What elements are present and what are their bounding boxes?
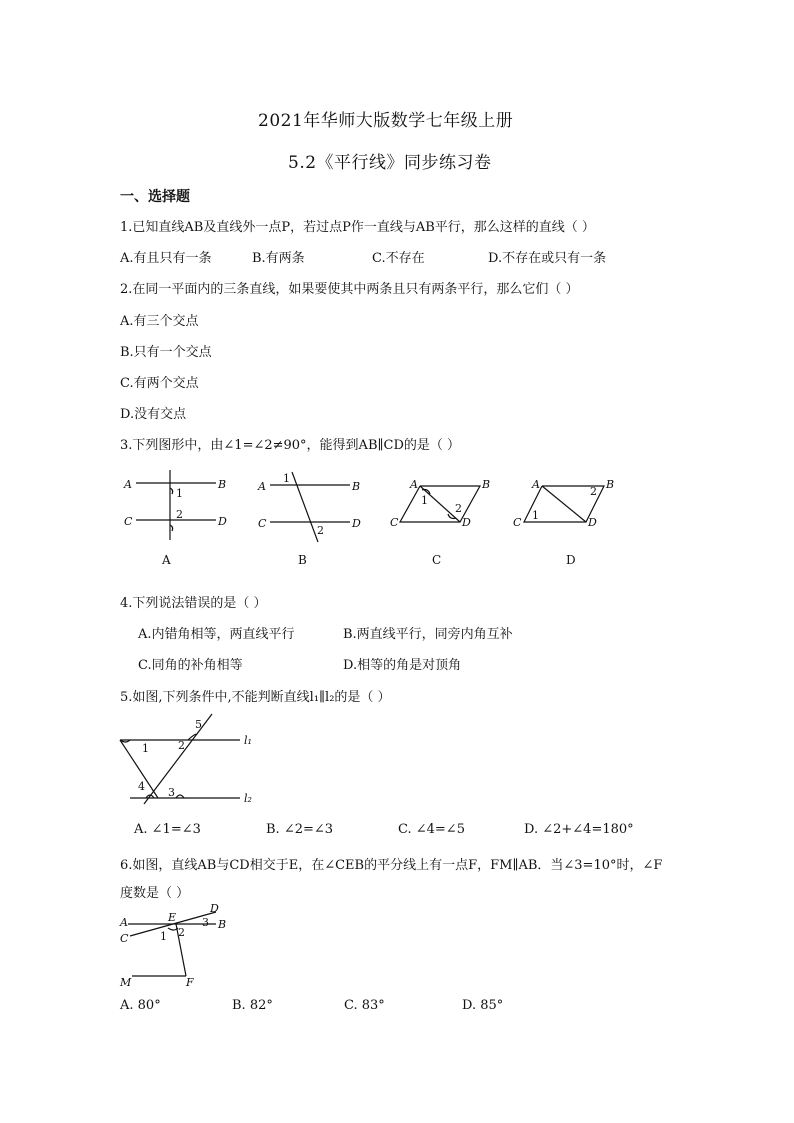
q1-option-b[interactable]: B.有两条 <box>252 251 305 266</box>
q6-angle-3: 3 <box>202 916 209 929</box>
q6-label-b: B <box>218 918 227 931</box>
q3b-label-c: C <box>258 517 267 530</box>
page-title: 2021年华师大版数学七年级上册 <box>258 111 514 131</box>
q3d-label-a: A <box>532 478 540 491</box>
page-subtitle: 5.2《平行线》同步练习卷 <box>288 153 492 173</box>
q6-figure <box>118 904 238 988</box>
q6-label-c: C <box>120 932 129 945</box>
q3c-angle-1: 1 <box>421 494 428 507</box>
q3b-angle-2: 2 <box>317 524 324 537</box>
q3b-label-a: A <box>258 480 266 493</box>
q3-figure-d <box>513 478 614 567</box>
q5-option-c[interactable]: C. ∠4=∠5 <box>398 822 465 837</box>
q3d-angle-2: 2 <box>590 485 597 498</box>
q5-line-l1: l₁ <box>244 734 252 747</box>
q3a-label-b: B <box>218 478 227 491</box>
q5-angle-3: 3 <box>168 786 175 799</box>
q5-angle-2: 2 <box>178 739 185 752</box>
q6-option-d[interactable]: D. 85° <box>462 998 504 1013</box>
q5-angle-5: 5 <box>195 718 202 731</box>
q5-angle-1: 1 <box>142 742 149 755</box>
q6-label-d: D <box>210 902 219 915</box>
question-1-stem: 1.已知直线AB及直线外一点P，若过点P作一直线与AB平行，那么这样的直线（ ） <box>120 220 595 235</box>
q2-option-a[interactable]: A.有三个交点 <box>120 314 199 329</box>
q3c-label-b: B <box>482 478 491 491</box>
q4-option-b[interactable]: B.两直线平行，同旁内角互补 <box>343 627 513 642</box>
q5-figure <box>120 712 270 812</box>
q6-option-c[interactable]: C. 83° <box>344 998 385 1013</box>
q3-figure-b <box>257 472 361 567</box>
q6-option-a[interactable]: A. 80° <box>120 998 161 1013</box>
q3a-label-d: D <box>218 515 227 528</box>
q6-label-a: A <box>120 916 128 929</box>
q3c-angle-2: 2 <box>455 502 462 515</box>
q3c-label-c: C <box>390 516 399 529</box>
q1-option-c[interactable]: C.不存在 <box>372 251 425 266</box>
question-5-stem: 5.如图,下列条件中,不能判断直线l₁∥l₂的是（ ） <box>120 690 391 705</box>
question-3-stem: 3.下列图形中，由∠1=∠2≠90°，能得到AB∥CD的是（ ） <box>120 438 461 453</box>
q6-label-f: F <box>186 976 194 989</box>
question-6-stem-line2: 度数是（ ） <box>120 886 190 901</box>
q3d-label-d: D <box>588 516 597 529</box>
q4-option-d[interactable]: D.相等的角是对顶角 <box>343 658 462 673</box>
q5-option-d[interactable]: D. ∠2+∠4=180° <box>524 822 634 837</box>
q3-figures <box>118 468 618 572</box>
q3d-label-c: C <box>513 516 522 529</box>
q2-option-d[interactable]: D.没有交点 <box>120 407 187 422</box>
section-heading: 一、选择题 <box>120 189 190 205</box>
q3-caption-b: B <box>298 553 307 567</box>
q3c-label-d: D <box>462 516 471 529</box>
question-6-stem-line1: 6.如图，直线AB与CD相交于E，在∠CEB的平分线上有一点F，FM∥AB．当∠3=10°时，∠F <box>120 858 663 873</box>
q6-angle-2: 2 <box>178 926 185 939</box>
q4-option-a[interactable]: A.内错角相等，两直线平行 <box>138 627 295 642</box>
q3-caption-c: C <box>432 553 442 567</box>
q3b-angle-1: 1 <box>283 472 290 485</box>
q3b-label-b: B <box>352 480 361 493</box>
q3a-angle-2: 2 <box>176 508 183 521</box>
q5-line-l2: l₂ <box>244 792 252 805</box>
q4-option-c[interactable]: C.同角的补角相等 <box>138 658 243 673</box>
q3-figure-a <box>123 470 227 567</box>
q3a-label-a: A <box>124 478 132 491</box>
q1-option-d[interactable]: D.不存在或只有一条 <box>488 251 607 266</box>
q3d-angle-1: 1 <box>532 509 539 522</box>
q5-option-b[interactable]: B. ∠2=∠3 <box>266 822 334 837</box>
q6-angle-1: 1 <box>160 930 167 943</box>
q3b-label-d: D <box>352 517 361 530</box>
question-2-stem: 2.在同一平面内的三条直线，如果要使其中两条且只有两条平行，那么它们（ ） <box>120 282 579 297</box>
question-4-stem: 4.下列说法错误的是（ ） <box>120 596 267 611</box>
q3-caption-d: D <box>566 553 576 567</box>
q2-option-b[interactable]: B.只有一个交点 <box>120 345 212 360</box>
q5-angle-4: 4 <box>138 780 145 793</box>
q6-label-e: E <box>168 911 177 924</box>
q3a-label-c: C <box>124 515 133 528</box>
q3c-label-a: A <box>410 478 418 491</box>
q3d-label-b: B <box>606 478 615 491</box>
q3a-angle-1: 1 <box>176 487 183 500</box>
q6-label-m: M <box>120 976 132 989</box>
q3-caption-a: A <box>162 553 171 567</box>
q3-figure-c <box>390 478 490 567</box>
q2-option-c[interactable]: C.有两个交点 <box>120 376 199 391</box>
q5-option-a[interactable]: A. ∠1=∠3 <box>134 822 201 837</box>
q6-option-b[interactable]: B. 82° <box>232 998 273 1013</box>
q1-option-a[interactable]: A.有且只有一条 <box>120 251 212 266</box>
